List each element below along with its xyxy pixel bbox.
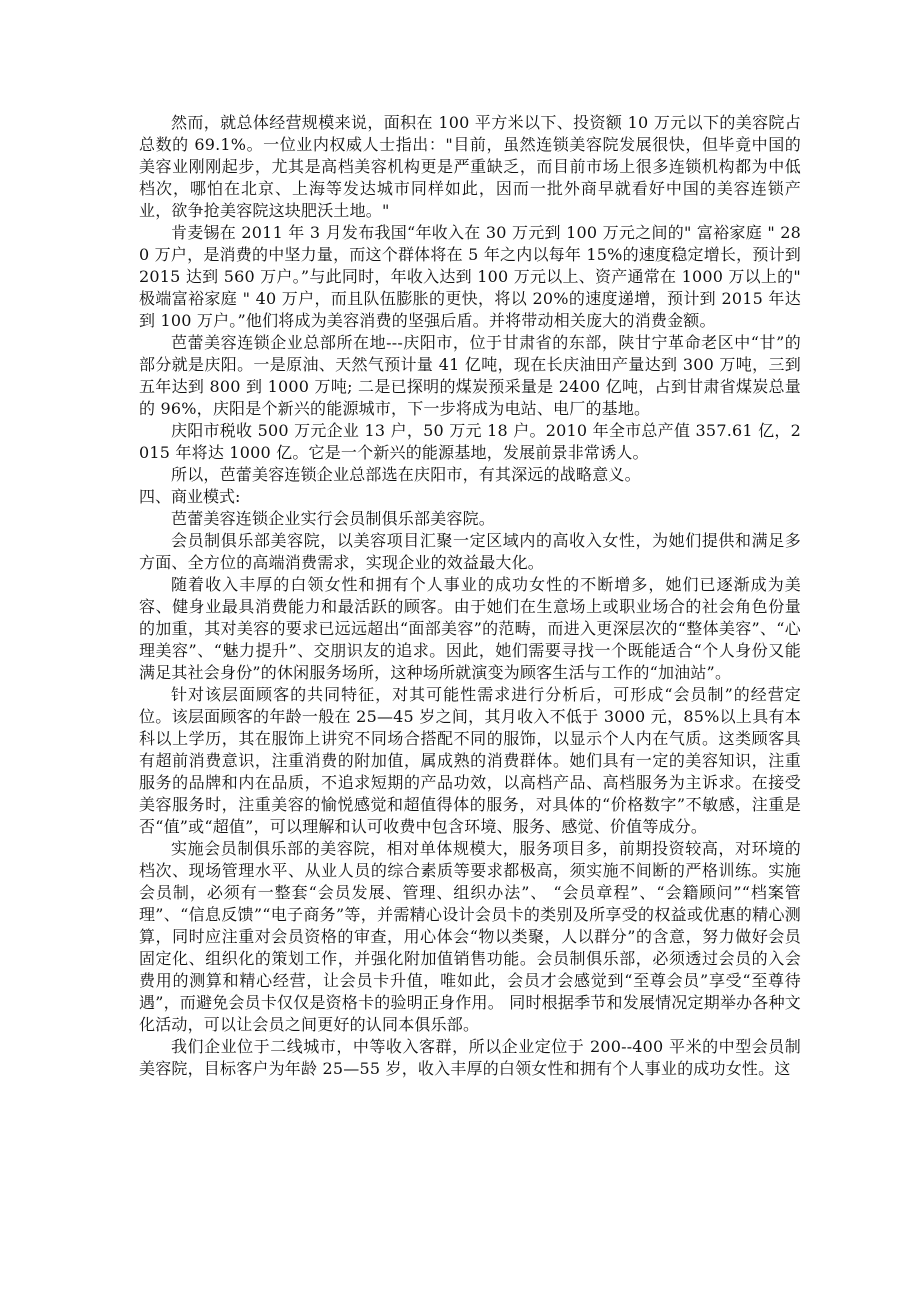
paragraph-membership-implementation: 实施会员制俱乐部的美容院，相对单体规模大，服务项目多，前期投资较高，对环境的档次、现场管理水平、从业人员的综合素质等要求都极高，须实施不间断的严格训练。实施会员制，必须有一整套“会员发展、管理、组织办法”、 “会员章程”、“会籍顾问”“档案管理”、“信息反馈”“电子商务”等，并需精心设计会员卡的类别及所享受的权益或优惠的精心测算，同时应注重对会员资格的审查，用心体会“物以类聚，人以群分”的含意，努力做好会员固定化、组织化的策划工作，并强化附加值销售功能。会员制俱乐部，必须透过会员的入会费用的测算和精心经营，让会员卡升值，唯如此，会员才会感觉到“至尊会员”享受“至尊待遇”，而避免会员卡仅仅是资格卡的验明正身作用。 同时根据季节和发展情况定期举办各种文化活动，可以让会员之间更好的认同本俱乐部。 <box>139 839 801 1034</box>
paragraph-qingyang-location: 芭蕾美容连锁企业总部所在地---庆阳市，位于甘肃省的东部，陕甘宁革命老区中“甘”的部分就是庆阳。一是原油、天然气预计量 41 亿吨，现在长庆油田产量达到 300 万吨，三到五年达到 800 到 1000 万吨; 二是已探明的煤炭预采量是 2400 亿吨，占到甘肃省煤炭总量的 96%，庆阳是个新兴的能源城市，下一步将成为电站、电厂的基地。 <box>139 333 801 418</box>
paragraph-wealthy-households: 肯麦锡在 2011 年 3 月发布我国“年收入在 30 万元到 100 万元之间的" 富裕家庭 " 280 万户，是消费的中坚力量，而这个群体将在 5 年之内以每年 15%的速度稳定增长，预计到 2015 达到 560 万户。”与此同时，年收入达到 100 万元以上、资产通常在 1000 万以上的" 极端富裕家庭 " 40 万户，而且队伍膨胀的更快，将以 20%的速度递增，预计到 2015 年达到 100 万户。”他们将成为美容消费的坚强后盾。并将带动相关庞大的消费金额。 <box>139 223 801 330</box>
paragraph-strategy: 所以，芭蕾美容连锁企业总部选在庆阳市，有其深远的战略意义。 <box>171 465 641 484</box>
section-heading: 四、商业模式: <box>139 487 241 506</box>
paragraph-club-definition: 会员制俱乐部美容院，以美容项目汇聚一定区域内的高收入女性，为她们提供和满足多方面、全方位的高端消费需求，实现企业的效益最大化。 <box>139 531 801 572</box>
paragraph-target-women: 随着收入丰厚的白领女性和拥有个人事业的成功女性的不断增多，她们已逐渐成为美容、健身业最具消费能力和最活跃的顾客。由于她们在生意场上或职业场合的社会角色份量的加重，其对美容的要求已远远超出“面部美容”的范畴，而进入更深层次的“整体美容”、“心理美容”、“魅力提升”、交朋识友的追求。因此，她们需要寻找一个既能适合“个人身份又能满足其社会身份”的休闲服务场所，这种场所就演变为顾客生活与工作的“加油站”。 <box>139 575 801 682</box>
paragraph-customer-traits: 针对该层面顾客的共同特征，对其可能性需求进行分析后，可形成“会员制”的经营定位。该层面顾客的年龄一般在 25—45 岁之间，其月收入不低于 3000 元，85%以上具有本科以上学历，其在服饰上讲究不同场合搭配不同的服饰，以显示个人内在气质。这类顾客具有超前消费意识，注重消费的附加值，属成熟的消费群体。她们具有一定的美容知识，注重服务的品牌和内在品质，不追求短期的产品功效，以高档产品、高档服务为主诉求。在接受美容服务时，注重美容的愉悦感觉和超值得体的服务，对具体的“价格数字”不敏感，注重是否“值”或“超值”，可以理解和认可收费中包含环境、服务、感觉、价值等成分。 <box>139 685 801 836</box>
paragraph-qingyang-tax: 庆阳市税收 500 万元企业 13 户，50 万元 18 户。2010 年全市总产值 357.61 亿，2015 年将达 1000 亿。它是一个新兴的能源基地，发展前景非常诱人。 <box>139 421 801 462</box>
paragraph-scale: 然而，就总体经营规模来说，面积在 100 平方米以下、投资额 10 万元以下的美容院占总数的 69.1%。一位业内权威人士指出："目前，虽然连锁美容院发展很快，但毕竟中国的美容业刚刚起步，尤其是高档美容机构更是严重缺乏，而目前市场上很多连锁机构都为中低档次，哪怕在北京、上海等发达城市同样如此，因而一批外商早就看好中国的美容连锁产业，欲争抢美容院这块肥沃土地。" <box>139 113 801 220</box>
document-page <box>139 112 801 1080</box>
paragraph-business-model: 芭蕾美容连锁企业实行会员制俱乐部美容院。 <box>171 509 496 528</box>
paragraph-positioning: 我们企业位于二线城市，中等收入客群，所以企业定位于 200--400 平米的中型会员制美容院，目标客户为年龄 25—55 岁，收入丰厚的白领女性和拥有个人事业的成功女性。这 <box>139 1037 801 1078</box>
